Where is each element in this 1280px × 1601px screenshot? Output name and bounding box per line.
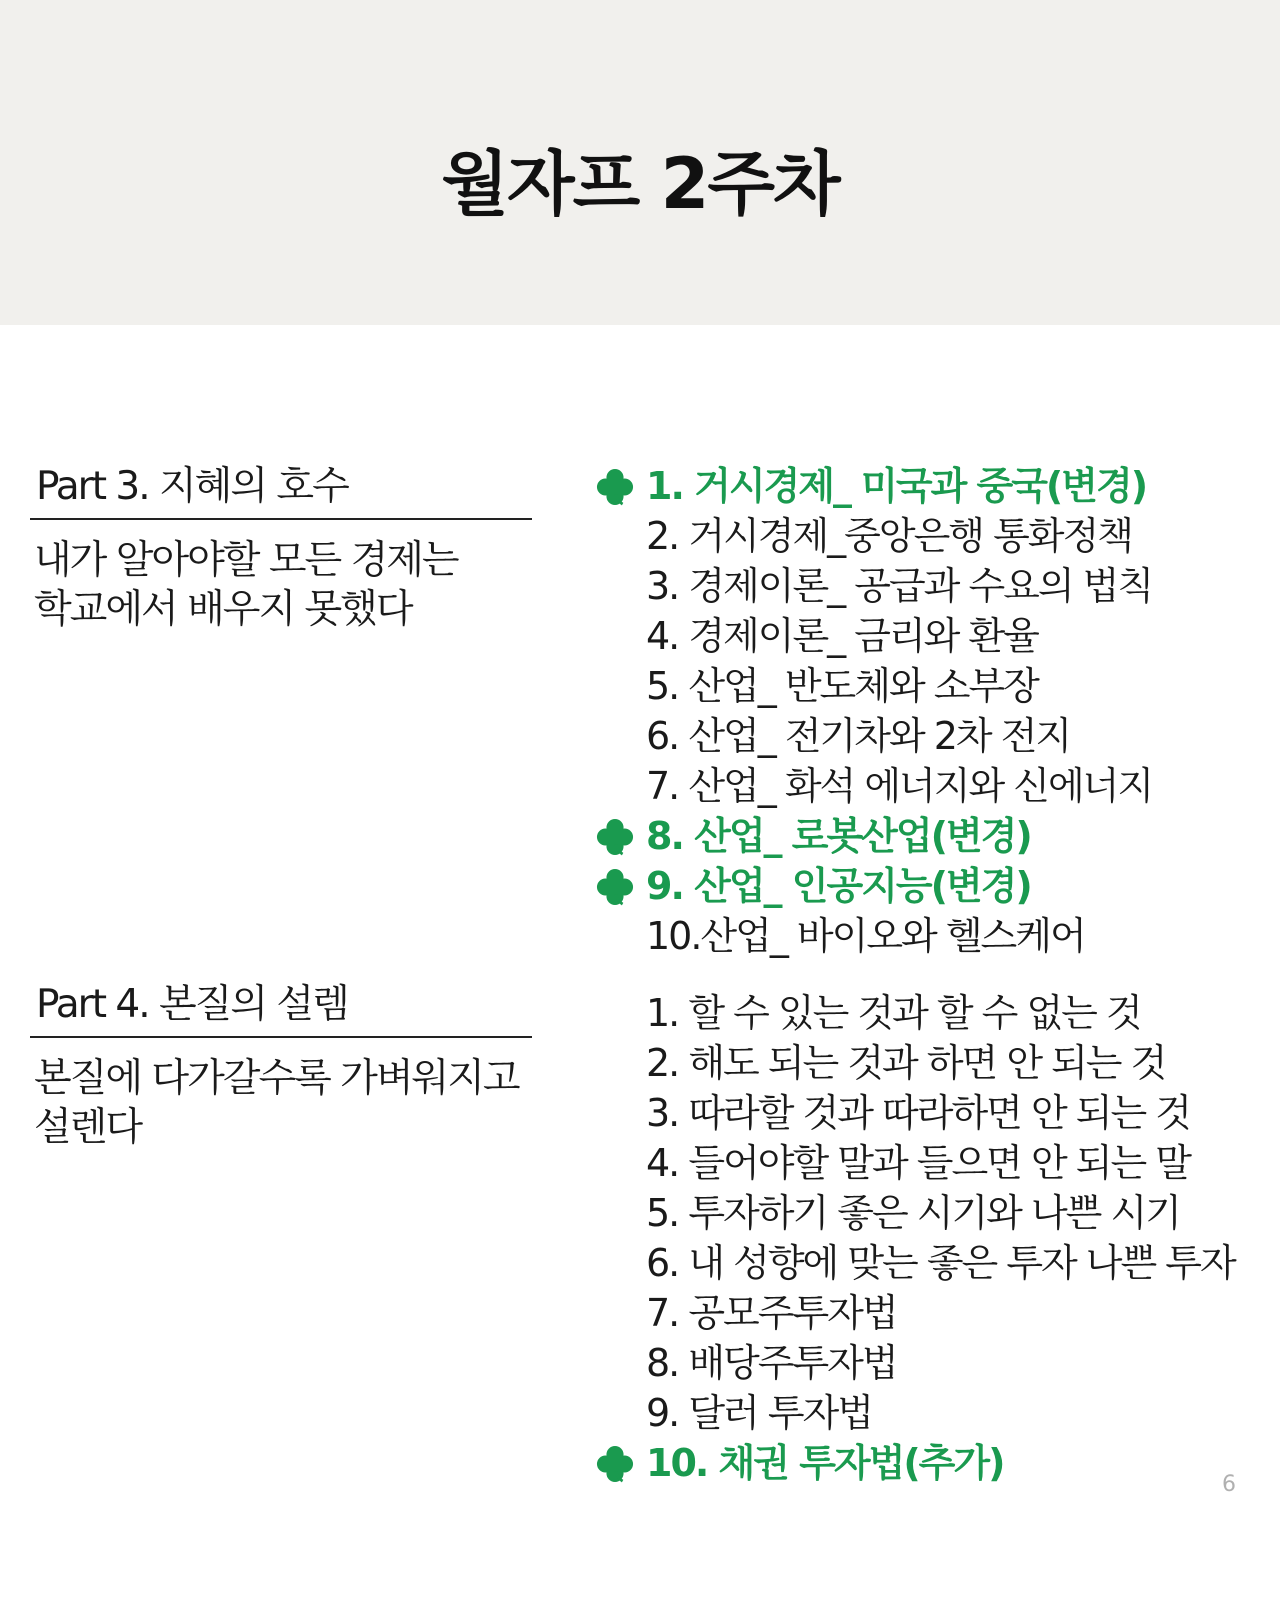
part4-chapter-item xyxy=(594,988,1254,1038)
part4-chapter-label: 3. 따라할 것과 따라하면 안 되는 것 xyxy=(646,1091,1190,1135)
part3-chapter-item xyxy=(594,711,1254,761)
part4-chapter-item xyxy=(594,1288,1254,1338)
clover-icon xyxy=(596,1445,634,1483)
part3-chapter-label: 6. 산업_ 전기차와 2차 전지 xyxy=(646,714,1071,758)
part3-divider xyxy=(30,518,532,520)
part4-chapter-label: 8. 배당주투자법 xyxy=(646,1341,897,1385)
part4-divider xyxy=(30,1036,532,1038)
part3-chapter-item xyxy=(594,511,1254,561)
part4-description xyxy=(30,1054,532,1152)
part3-chapter-label: 10.산업_ 바이오와 헬스케어 xyxy=(646,914,1085,958)
part4-chapter-label: 5. 투자하기 좋은 시기와 나쁜 시기 xyxy=(646,1191,1180,1235)
part4-chapter-item xyxy=(594,1238,1254,1288)
part4-chapter-label: 1. 할 수 있는 것과 할 수 없는 것 xyxy=(646,991,1141,1035)
part3-chapter-item xyxy=(594,611,1254,661)
part4-chapter-label: 9. 달러 투자법 xyxy=(646,1391,872,1435)
part4-chapter-label: 10. 채권 투자법(추가) xyxy=(646,1441,1004,1485)
clover-icon xyxy=(596,468,634,506)
page-title: 월자프 2주차 xyxy=(441,143,839,225)
part3-description-line: 학교에서 배우지 못했다 xyxy=(34,587,412,632)
part3-chapter-label: 1. 거시경제_ 미국과 중국(변경) xyxy=(646,464,1147,508)
part3-chapter-label: 3. 경제이론_ 공급과 수요의 법칙 xyxy=(646,564,1153,608)
part3-description-line: 내가 알아야할 모든 경제는 xyxy=(34,538,458,583)
part3-chapter-item xyxy=(594,461,1254,511)
part3-chapter-item xyxy=(594,911,1254,961)
part4-description-line: 설렌다 xyxy=(34,1105,142,1150)
part3-chapter-item xyxy=(594,761,1254,811)
part3-description xyxy=(30,536,532,634)
part3-chapter-label: 4. 경제이론_ 금리와 환율 xyxy=(646,614,1038,658)
part4-chapter-label: 7. 공모주투자법 xyxy=(646,1291,897,1335)
part4-chapter-item xyxy=(594,1438,1254,1488)
part4-chapter-item xyxy=(594,1088,1254,1138)
part4-chapter-label: 2. 해도 되는 것과 하면 안 되는 것 xyxy=(646,1041,1166,1085)
part3-heading: Part 3. 지혜의 호수 xyxy=(36,464,348,509)
part4-chapter-label: 4. 들어야할 말과 들으면 안 되는 말 xyxy=(646,1141,1190,1185)
part4-description-line: 본질에 다가갈수록 가벼워지고 xyxy=(34,1056,519,1101)
part3-chapter-label: 8. 산업_ 로봇산업(변경) xyxy=(646,814,1031,858)
part4-chapter-item xyxy=(594,1338,1254,1388)
part4-chapter-item xyxy=(594,1188,1254,1238)
part4-chapter-label: 6. 내 성향에 맞는 좋은 투자 나쁜 투자 xyxy=(646,1241,1235,1285)
part4-section xyxy=(30,978,532,1152)
part3-chapter-label: 9. 산업_ 인공지능(변경) xyxy=(646,864,1031,908)
page-number: 6 xyxy=(1222,1472,1236,1497)
part4-chapter-item xyxy=(594,1138,1254,1188)
part4-chapter-item xyxy=(594,1038,1254,1088)
part3-chapter-label: 5. 산업_ 반도체와 소부장 xyxy=(646,664,1038,708)
part3-chapter-item xyxy=(594,661,1254,711)
part3-chapter-list xyxy=(594,461,1254,961)
part3-chapter-item xyxy=(594,861,1254,911)
part4-heading: Part 4. 본질의 설렘 xyxy=(36,982,348,1027)
part4-chapter-item xyxy=(594,1388,1254,1438)
part3-chapter-label: 7. 산업_ 화석 에너지와 신에너지 xyxy=(646,764,1153,808)
clover-icon xyxy=(596,868,634,906)
part3-section xyxy=(30,460,532,634)
part4-chapter-list xyxy=(594,988,1254,1488)
clover-icon xyxy=(596,818,634,856)
part3-chapter-item xyxy=(594,811,1254,861)
part3-chapter-label: 2. 거시경제_중앙은행 통화정책 xyxy=(646,514,1132,558)
part3-chapter-item xyxy=(594,561,1254,611)
